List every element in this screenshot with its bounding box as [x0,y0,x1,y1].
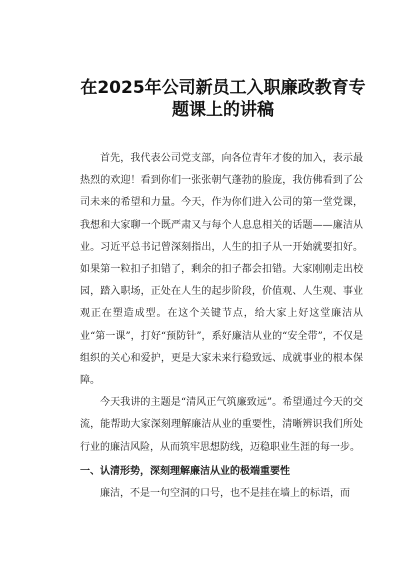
paragraph-intro: 首先，我代表公司党支部，向各位青年才俊的加入，表示最热烈的欢迎！看到你们一张张朝气蓬勃的脸庞，我仿佛看到了公司未来的希望和力量。今天，作为你们进入公司的第一堂党课，我想和大家聊一个既严肃又与每个人息息相关的话题——廉洁从业。习近平总书记曾深刻指出，人生的扣子从一开始就要扣好。如果第一粒扣子扣错了，剩余的扣子都会扣错。大家刚刚走出校园，踏入职场，正处在人生的起步阶段，价值观、人生观、事业观正在塑造成型。在这个关键节点，给大家上好这堂廉洁从业“第一课”，打好“预防针”，系好廉洁从业的“安全带”，不仅是组织的关心和爱护，更是大家未来行稳致远、成就事业的根本保障。 [80,153,363,387]
section-heading: 一、认清形势，深刻理解廉洁从业的极端重要性 [80,465,290,477]
document-title: 在2025年公司新员工入职廉政教育专题课上的讲稿 [80,78,366,120]
paragraph-section-start: 廉洁，不是一句空洞的口号，也不是挂在墙上的标语，而 [100,488,350,500]
paragraph-theme: 今天我讲的主题是“清风正气筑廉致远”。希望通过今天的交流，能帮助大家深刻理解廉洁从业的重要性，清晰辨识我们所处行业的廉洁风险，从而筑牢思想防线，迈稳职业生涯的每一步。 [80,397,363,453]
document-body [80,148,363,505]
